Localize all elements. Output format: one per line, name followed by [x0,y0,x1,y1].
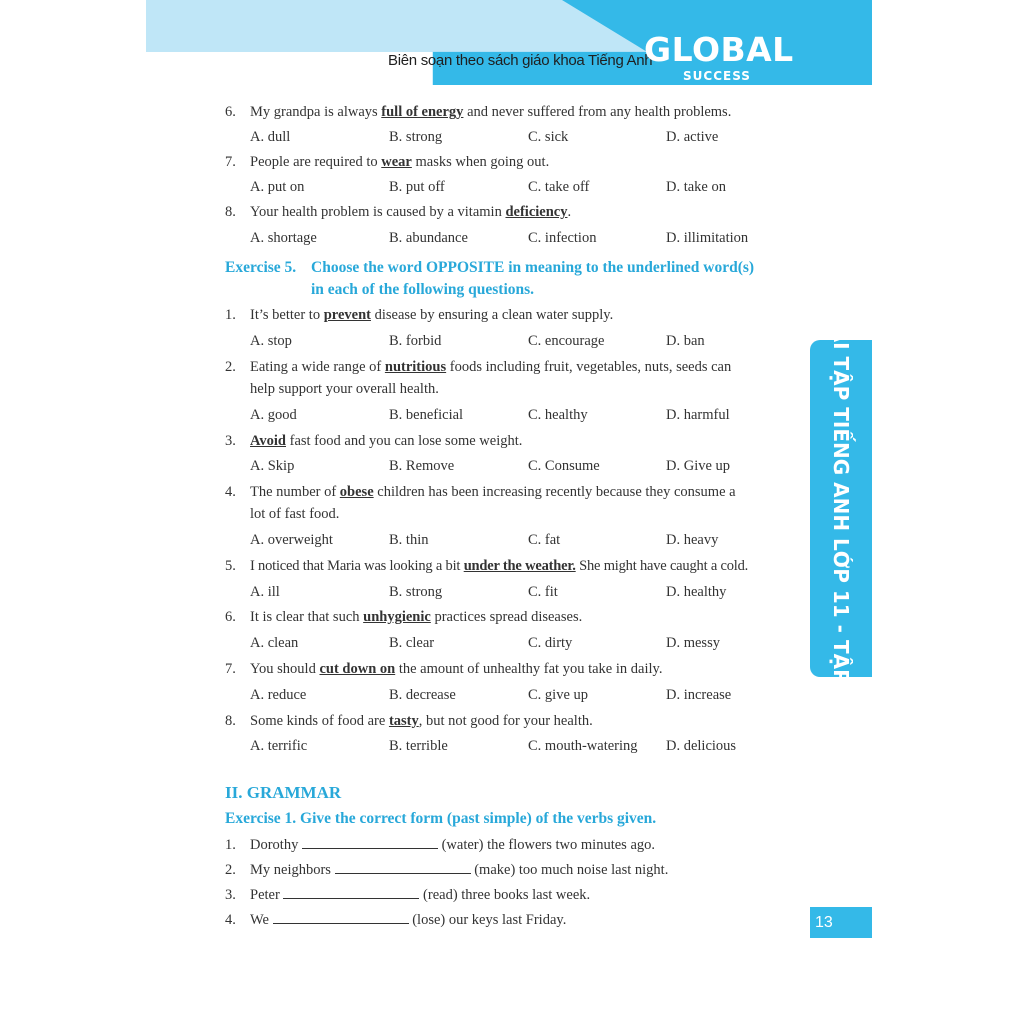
question-text-pre: The number of [250,484,340,500]
option-a: A. ill [250,584,280,600]
sentence-post: (read) three books last week. [419,887,591,903]
option-d: D. take on [666,179,726,195]
underlined-word: prevent [323,307,371,323]
option-a: A. overweight [250,532,333,548]
option-c: C. mouth-watering [528,738,638,754]
underlined-word: wear [381,154,412,170]
sentence-pre: My neighbors [250,862,335,878]
option-a: A. good [250,407,297,423]
question-text-line2: help support your overall health. [250,381,439,397]
question-number: 7. [225,154,236,170]
option-d: D. illimitation [666,230,749,246]
question-text-post: fast food and you can lose some weight. [286,433,523,449]
question-text-pre: Your health problem is caused by a vitamin [250,204,506,220]
answer-blank[interactable] [273,911,409,924]
answer-blank[interactable] [283,886,419,899]
option-a: A. reduce [250,687,307,703]
fill-in-sentence [250,911,566,929]
option-a: A. Skip [250,458,295,474]
question-number: 3. [225,433,236,449]
option-a: A. terrific [250,738,308,754]
question-text-pre: It is clear that such [250,609,364,625]
brand-logo-subtext: SUCCESS [683,69,751,83]
option-d: D. delicious [666,738,737,754]
question-number: 7. [225,661,236,677]
question-text-post: foods including fruit, vegetables, nuts, seeds can [446,359,732,375]
question-number: 6. [225,104,236,120]
sentence-post: (make) too much noise last night. [470,862,669,878]
underlined-word: full of energy [381,104,464,120]
question-number: 5. [225,558,236,574]
grammar-exercise-1-title: Exercise 1. Give the correct form (past simple) of the verbs given. [225,810,657,827]
exercise-5-label: Exercise 5. [225,259,297,276]
option-c: C. encourage [528,333,605,349]
question-text [250,432,522,450]
question-text-post: practices spread diseases. [430,609,583,625]
option-d: D. healthy [666,584,727,600]
question-text-line2: lot of fast food. [250,506,340,522]
question-text-pre: You should [250,661,320,677]
option-b: B. terrible [389,738,448,754]
option-b: B. strong [389,584,443,600]
sentence-pre: We [250,912,273,928]
fill-in-sentence [250,886,590,904]
underlined-word: deficiency [505,204,568,220]
question-text-post: , but not good for your health. [418,713,593,729]
answer-blank[interactable] [302,836,438,849]
question-text-pre: I noticed that Maria was looking a bit [250,558,464,574]
exercise-5-title: Choose the word OPPOSITE in meaning to the underlined word(s) [311,259,755,276]
question-text-pre: Eating a wide range of [250,359,385,375]
question-text [250,203,571,221]
option-b: B. abundance [389,230,468,246]
option-c: C. infection [528,230,597,246]
page-number: 13 [810,907,872,938]
question-text [250,358,731,376]
section-heading-grammar: II. GRAMMAR [225,783,342,802]
option-a: A. shortage [250,230,317,246]
question-number: 6. [225,609,236,625]
side-tab-text: BÀI TẬP TIẾNG ANH LỚP 11 - TẬP 1 [829,311,853,705]
question-number: 1. [225,837,236,853]
question-number: 4. [225,484,236,500]
underlined-word: Avoid [250,433,286,449]
option-d: D. harmful [666,407,730,423]
option-b: B. forbid [389,333,442,349]
option-c: C. fit [528,584,558,600]
option-b: B. put off [389,179,445,195]
question-text [250,153,549,171]
option-c: C. take off [528,179,590,195]
option-c: C. healthy [528,407,588,423]
option-d: D. increase [666,687,732,703]
brand-logo-text: GLOBAL [644,30,794,69]
question-text [250,557,748,575]
answer-blank[interactable] [335,861,471,874]
option-d: D. Give up [666,458,731,474]
option-b: B. thin [389,532,429,548]
underlined-word: tasty [388,713,419,729]
option-d: D. heavy [666,532,719,548]
option-d: D. ban [666,333,705,349]
question-text-pre: People are required to [250,154,382,170]
option-b: B. strong [389,129,443,145]
option-c: C. give up [528,687,589,703]
question-number: 1. [225,307,236,323]
option-d: D. active [666,129,719,145]
question-number: 2. [225,359,236,375]
exercise-5-title-cont: in each of the following questions. [311,281,535,298]
question-text [250,712,593,730]
option-d: D. messy [666,635,720,651]
sentence-post: (lose) our keys last Friday. [408,912,567,928]
sentence-pre: Peter [250,887,284,903]
fill-in-sentence [250,836,655,854]
question-text-post: and never suffered from any health problems. [463,104,732,120]
underlined-word: cut down on [319,661,396,677]
question-number: 3. [225,887,236,903]
option-a: A. stop [250,333,292,349]
option-b: B. Remove [389,458,455,474]
question-text-pre: My grandpa is always [250,104,382,120]
option-b: B. beneficial [389,407,464,423]
question-number: 8. [225,204,236,220]
question-text [250,608,582,626]
question-text-post: children has been increasing recently because they consume a [373,484,736,500]
underlined-word: nutritious [384,359,447,375]
question-text-post: . [567,204,572,220]
option-c: C. fat [528,532,561,548]
question-text [250,306,613,324]
question-text [250,103,731,121]
question-text [250,483,736,501]
question-text [250,660,662,678]
option-c: C. Consume [528,458,600,474]
question-number: 2. [225,862,236,878]
question-text-post: the amount of unhealthy fat you take in daily. [395,661,663,677]
header-subtitle: Biên soạn theo sách giáo khoa Tiếng Anh [388,52,653,69]
question-row [225,103,236,121]
question-number: 8. [225,713,236,729]
option-a: A. clean [250,635,299,651]
sentence-pre: Dorothy [250,837,302,853]
option-a: A. dull [250,129,291,145]
question-number: 4. [225,912,236,928]
option-a: A. put on [250,179,305,195]
question-text-post: She might have caught a cold. [575,558,749,574]
fill-in-sentence [250,861,668,879]
option-b: B. decrease [389,687,456,703]
question-text-pre: It’s better to [250,307,324,323]
underlined-word: unhygienic [363,609,431,625]
option-c: C. dirty [528,635,573,651]
question-text-post: masks when going out. [411,154,550,170]
sentence-post: (water) the flowers two minutes ago. [437,837,656,853]
question-text-post: disease by ensuring a clean water supply. [370,307,614,323]
underlined-word: under the weather. [463,558,576,574]
option-b: B. clear [389,635,435,651]
option-c: C. sick [528,129,569,145]
underlined-word: obese [339,484,374,500]
question-text-pre: Some kinds of food are [250,713,389,729]
